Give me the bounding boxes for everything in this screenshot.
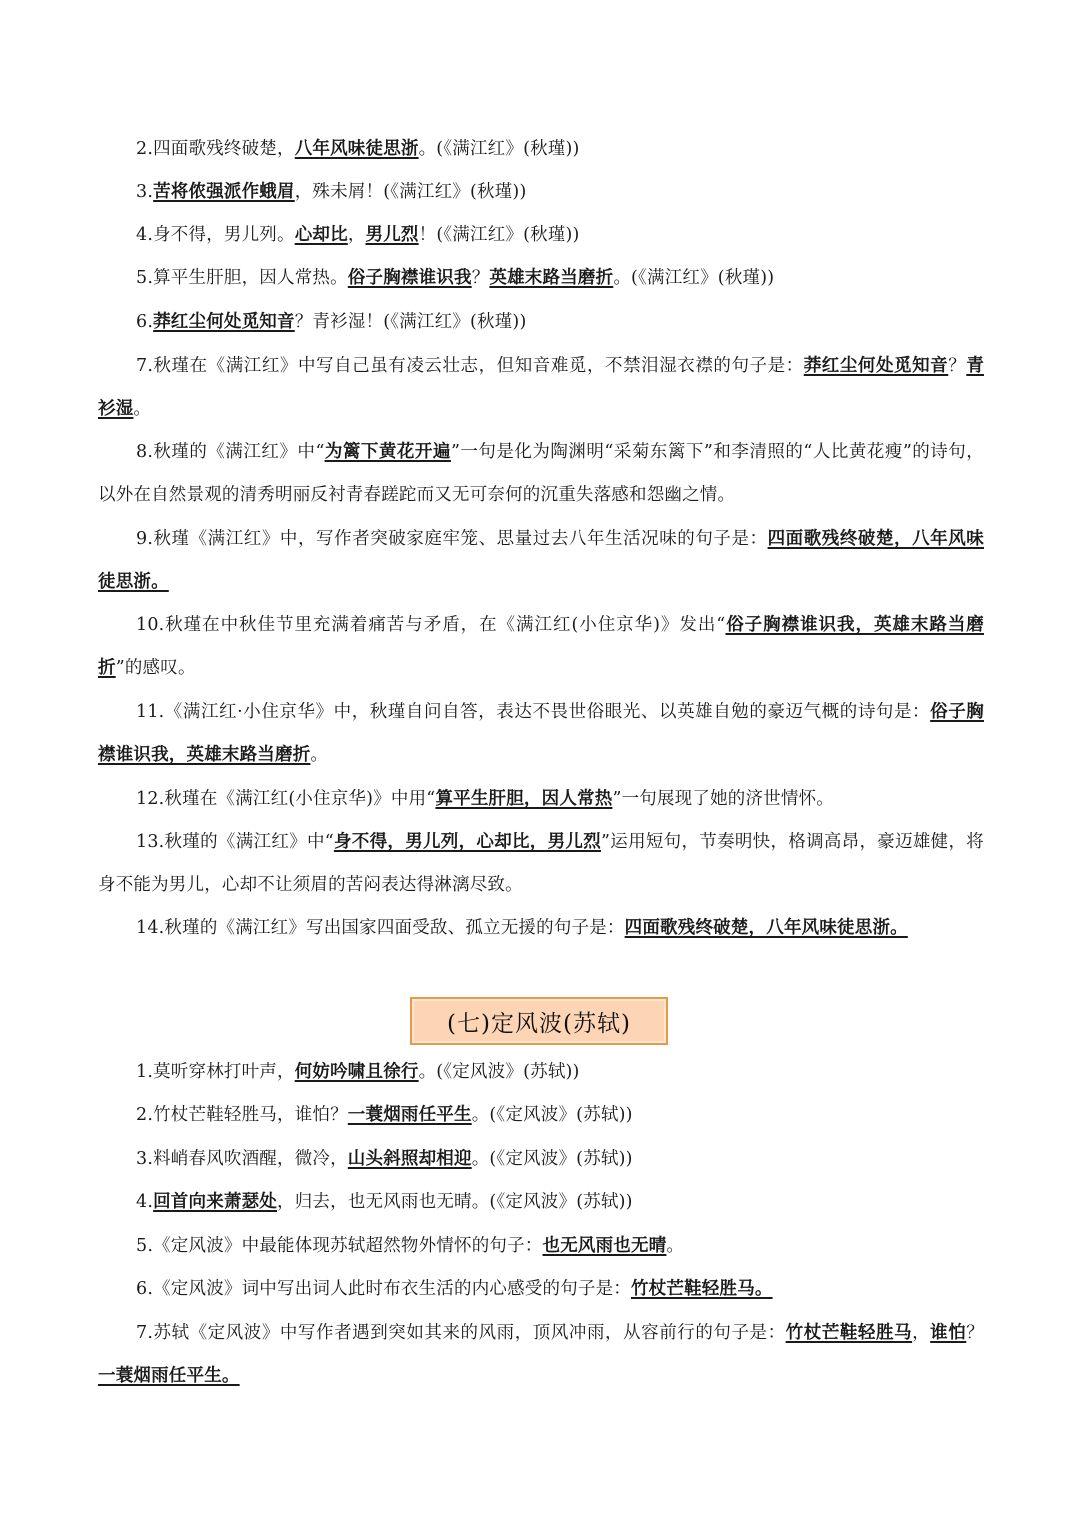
list-item	[98, 778, 984, 821]
section-heading-box	[410, 997, 668, 1045]
body-text: ，归去，也无风雨也无晴。(《定风波》(苏轼))	[277, 1192, 633, 1212]
body-text: 4.	[136, 1192, 154, 1212]
answer-text: 男儿烈	[365, 225, 419, 245]
body-text: 。	[666, 1236, 685, 1256]
answer-text: 四面歌残终破楚，八年风味徒思浙。	[624, 918, 908, 938]
answer-text: 谁怕	[930, 1323, 967, 1343]
list-item	[98, 214, 984, 257]
body-text: ？	[966, 1323, 984, 1343]
body-text: 5.算平生肝胆，因人常热。	[136, 268, 348, 288]
body-text: 3.	[136, 182, 154, 202]
answer-text: 为篱下黄花开遍	[324, 442, 451, 462]
answer-text: 心却比	[294, 225, 348, 245]
list-item	[98, 691, 984, 777]
body-text: 3.料峭春风吹酒醒，微冷，	[136, 1149, 348, 1169]
answer-text: 回首向来萧瑟处	[153, 1192, 278, 1212]
body-text: 4.身不得，男儿列。	[136, 225, 295, 245]
list-item	[98, 345, 984, 431]
body-text: ，殊未屑！(《满江红》(秋瑾))	[294, 182, 527, 202]
list-item	[98, 1225, 984, 1268]
body-text: 。	[133, 399, 152, 419]
list-item	[98, 1051, 984, 1094]
section-heading: (七)定风波(苏轼)	[447, 1010, 631, 1037]
body-text: 7.苏轼《定风波》中写作者遇到突如其来的风雨，顶风冲雨，从容前行的句子是：	[136, 1323, 786, 1343]
list-item	[98, 907, 984, 950]
body-text: ？	[948, 356, 967, 376]
body-text: 14.秋瑾的《满江红》写出国家四面受敌、孤立无援的句子是：	[136, 918, 625, 938]
body-text: ？	[471, 268, 490, 288]
answer-text: 山头斜照却相迎	[347, 1149, 472, 1169]
body-text: 2.四面歌残终破楚，	[136, 139, 295, 159]
body-text: 6.《定风波》词中写出词人此时布衣生活的内心感受的句子是：	[136, 1279, 631, 1299]
list-item	[98, 171, 984, 214]
list-item	[98, 1268, 984, 1311]
body-text: 10.秋瑾在中秋佳节里充满着痛苦与矛盾，在《满江红(小住京华)》发出“	[136, 615, 726, 635]
answer-text: 俗子胸襟谁识我，英雄末路当磨折	[98, 615, 984, 678]
answer-text: 俗子胸襟谁识我	[347, 268, 472, 288]
body-text: 12.秋瑾在《满江红(小住京华)》中用“	[136, 789, 436, 809]
list-item	[98, 1094, 984, 1137]
body-text: 11.《满江红·小住京华》中，秋瑾自问自答，表达不畏世俗眼光、以英雄自勉的豪迈气概的诗句是：	[136, 702, 931, 722]
answer-text: 俗子胸襟谁识我，英雄末路当磨折	[98, 702, 984, 765]
list-item	[98, 301, 984, 344]
answer-text: 竹杖芒鞋轻胜马。	[631, 1279, 773, 1299]
list-item	[98, 128, 984, 171]
list-item	[98, 1138, 984, 1181]
answer-text: 也无风雨也无晴	[542, 1236, 667, 1256]
body-text: ”一句是化为陶渊明“采菊东篱下”和李清照的“人比黄花瘦”的诗句，以外在自然景观的清秀明丽反衬青春蹉跎而又无可奈何的沉重失落感和怨幽之情。	[98, 442, 984, 505]
answer-text: 一蓑烟雨任平生	[347, 1105, 472, 1125]
body-text: 。(《满江红》(秋瑾))	[418, 139, 580, 159]
list-item	[98, 1312, 984, 1398]
body-text: 。	[310, 745, 329, 765]
answer-text: 莽红尘何处觅知音	[803, 356, 949, 376]
list-item	[98, 257, 984, 300]
answer-text: 身不得，男儿列，心却比，男儿烈	[333, 832, 602, 852]
body-text: ，	[347, 225, 366, 245]
body-text: ，	[912, 1323, 931, 1343]
body-text: 1.莫听穿林打叶声，	[136, 1062, 295, 1082]
body-text: 6.	[136, 312, 154, 332]
answer-text: 四面歌残终破楚，八年风味徒思浙。	[98, 529, 984, 592]
body-text: ”一句展现了她的济世情怀。	[612, 789, 834, 809]
body-text: 9.秋瑾《满江红》中，写作者突破家庭牢笼、思量过去八年生活况味的句子是：	[136, 529, 768, 549]
answer-text: 英雄末路当磨折	[489, 268, 614, 288]
list-item	[98, 518, 984, 604]
body-text: ”运用短句，节奏明快，格调高昂，豪迈雄健，将身不能为男儿，心却不让须眉的苦闷表达得淋漓尽致。	[98, 832, 984, 895]
list-item	[98, 821, 984, 907]
body-text: 7.秋瑾在《满江红》中写自己虽有凌云壮志，但知音难觅，不禁泪湿衣襟的句子是：	[136, 356, 804, 376]
answer-text: 八年风味徒思浙	[294, 139, 419, 159]
answer-text: 何妨吟啸且徐行	[294, 1062, 419, 1082]
answer-text: 青衫湿	[98, 356, 985, 419]
body-text: ！(《满江红》(秋瑾))	[418, 225, 580, 245]
answer-text: 苦将侬强派作蛾眉	[153, 182, 295, 202]
answer-text: 一蓑烟雨任平生。	[98, 1366, 240, 1386]
list-item	[98, 604, 984, 690]
list-item	[98, 1181, 984, 1224]
body-text: 13.秋瑾的《满江红》中“	[136, 832, 334, 852]
body-text: 。(《定风波》(苏轼))	[471, 1149, 633, 1169]
list-item	[98, 431, 984, 517]
body-text: ？青衫湿！(《满江红》(秋瑾))	[294, 312, 527, 332]
body-text: 2.竹杖芒鞋轻胜马，谁怕？	[136, 1105, 348, 1125]
body-text: 8.秋瑾的《满江红》中“	[136, 442, 325, 462]
body-text: 。(《定风波》(苏轼))	[418, 1062, 580, 1082]
body-text: 。(《定风波》(苏轼))	[471, 1105, 633, 1125]
body-text: ”的感叹。	[115, 658, 196, 678]
answer-text: 竹杖芒鞋轻胜马	[785, 1323, 913, 1343]
answer-text: 莽红尘何处觅知音	[153, 312, 295, 332]
body-text: 5.《定风波》中最能体现苏轼超然物外情怀的句子：	[136, 1236, 543, 1256]
body-text: 。(《满江红》(秋瑾))	[613, 268, 775, 288]
answer-text: 算平生肝胆，因人常热	[435, 789, 613, 809]
